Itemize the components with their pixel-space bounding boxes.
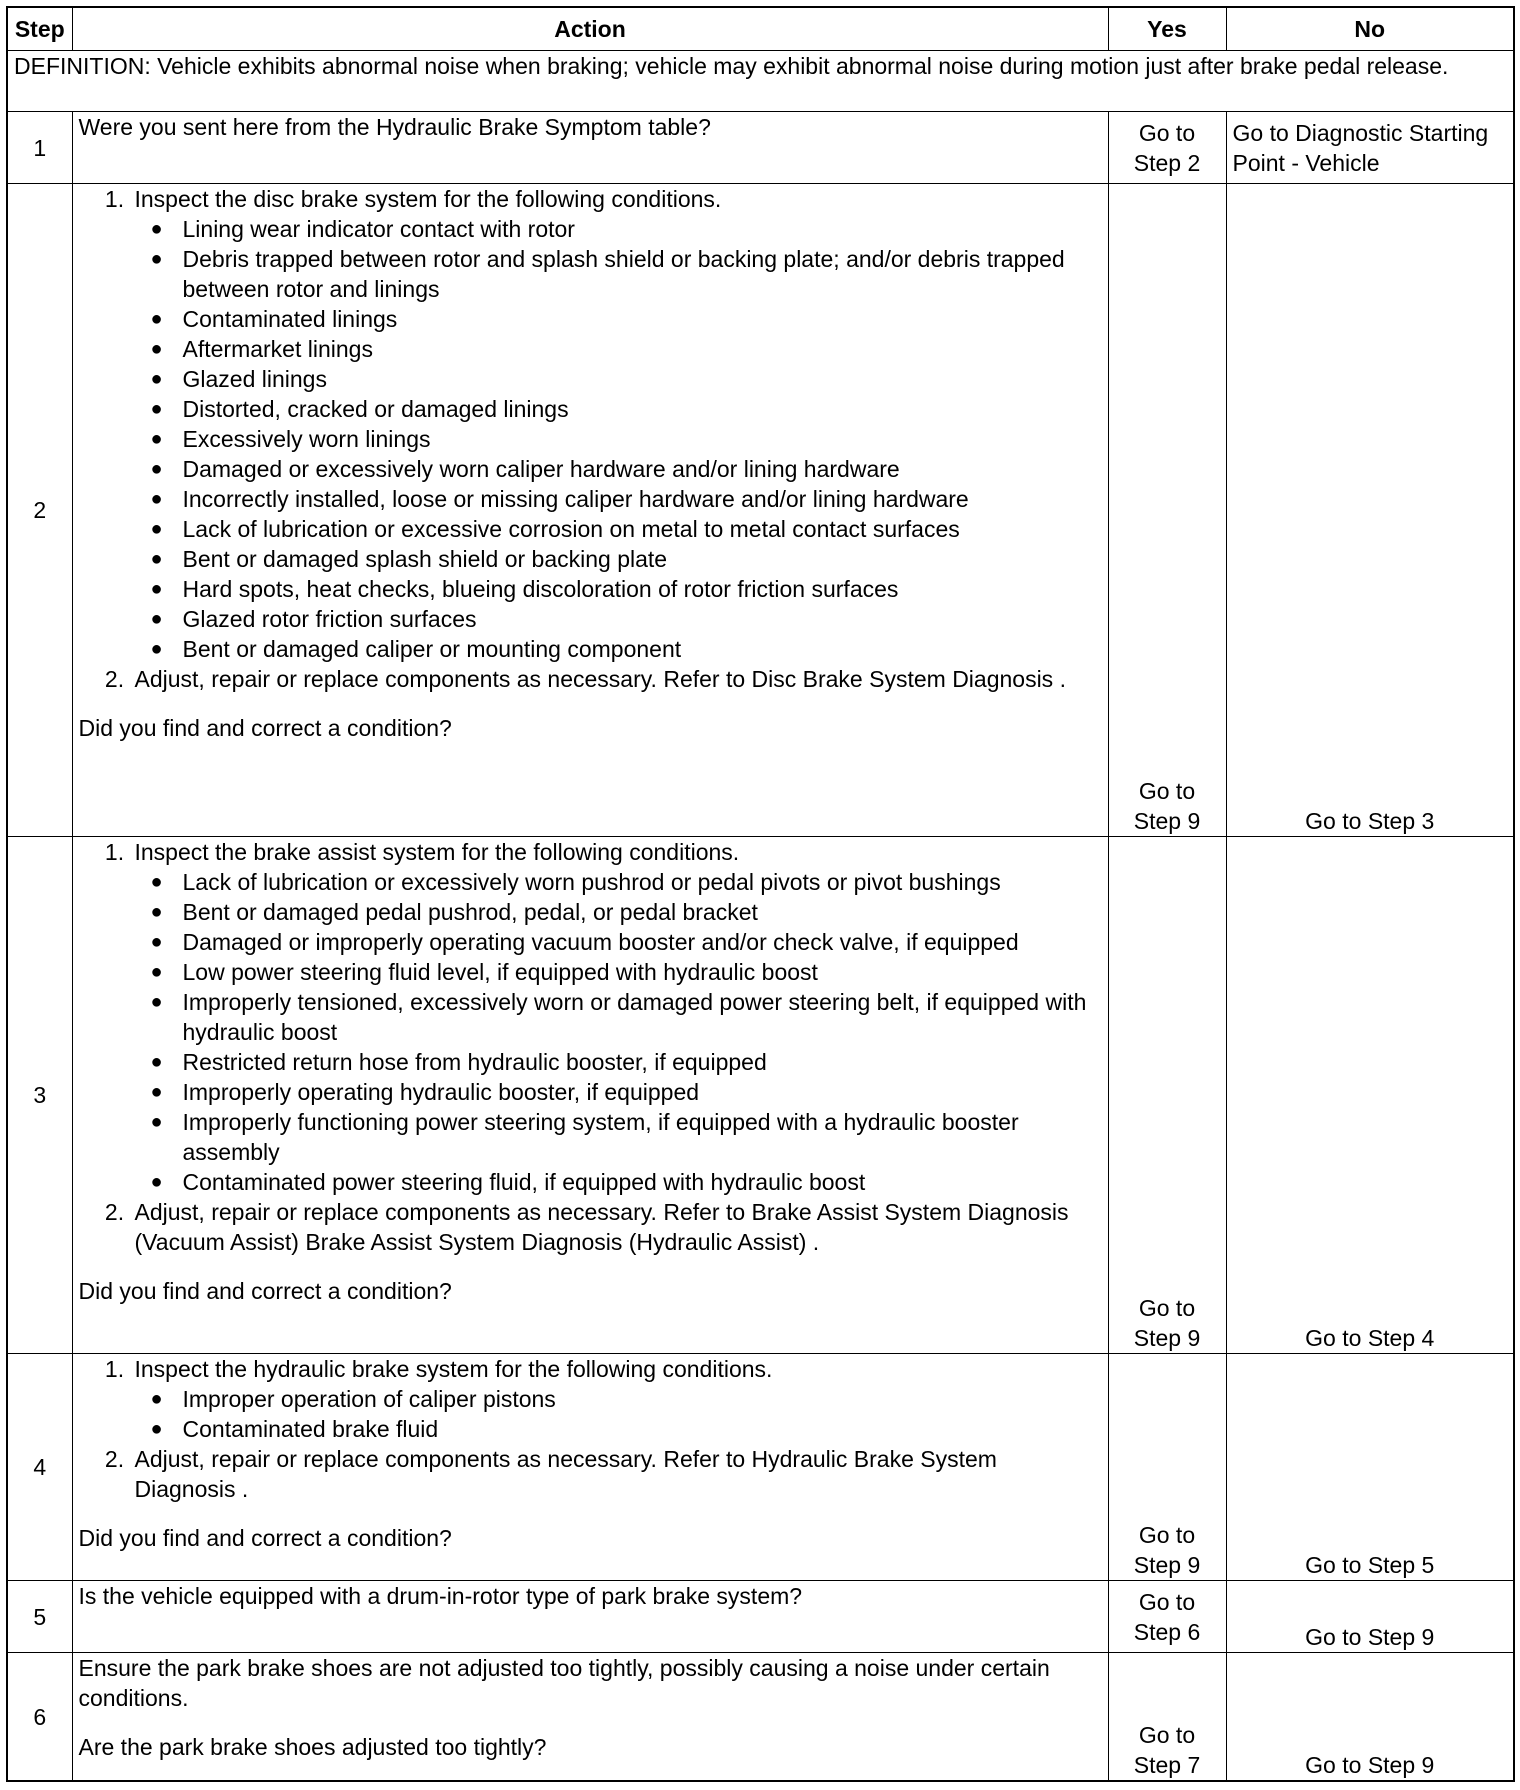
condition-list	[135, 867, 1102, 1197]
action-step: 2. Adjust, repair or replace components as necessary. Refer to Hydraulic Brake System Diagnosis .	[131, 1444, 1102, 1504]
condition-item: ● Aftermarket linings	[183, 334, 1102, 364]
action-cell	[72, 184, 1108, 837]
action-step-text: Inspect the brake assist system for the following conditions.	[134, 839, 740, 866]
action-question: Were you sent here from the Hydraulic Brake Symptom table?	[72, 112, 1108, 184]
diagnostic-table	[6, 6, 1515, 1782]
condition-item: ● Lack of lubrication or excessive corrosion on metal to metal contact surfaces	[183, 514, 1102, 544]
no-outcome: Go to Step 9	[1226, 1653, 1514, 1781]
action-step	[131, 184, 1102, 664]
condition-item: ● Lining wear indicator contact with rotor	[183, 214, 1102, 244]
action-step	[131, 1354, 1102, 1444]
action-cell	[72, 1653, 1108, 1781]
yes-outcome: Go to Step 7	[1108, 1653, 1226, 1781]
step-number: 3	[7, 837, 72, 1354]
action-question: Did you find and correct a condition?	[78, 1278, 452, 1305]
condition-item: ● Improper operation of caliper pistons	[183, 1384, 1102, 1414]
action-step: 2. Adjust, repair or replace components as necessary. Refer to Disc Brake System Diagnosis .	[131, 664, 1102, 694]
no-outcome: Go to Step 4	[1226, 837, 1514, 1354]
action-cell	[72, 1353, 1108, 1580]
action-cell	[72, 837, 1108, 1354]
action-question: Did you find and correct a condition?	[78, 715, 452, 742]
condition-item: ● Lack of lubrication or excessively worn pushrod or pedal pivots or pivot bushings	[183, 867, 1102, 897]
condition-item: ● Damaged or excessively worn caliper hardware and/or lining hardware	[183, 454, 1102, 484]
action-steps	[79, 1354, 1102, 1504]
action-steps	[79, 184, 1102, 694]
header-yes: Yes	[1108, 7, 1226, 51]
action-step	[131, 837, 1102, 1197]
header-step: Step	[7, 7, 72, 51]
table-row	[7, 184, 1514, 837]
condition-item: ● Improperly tensioned, excessively worn or damaged power steering belt, if equipped with hydraulic boost	[183, 987, 1102, 1047]
condition-item: ● Glazed linings	[183, 364, 1102, 394]
condition-item: ● Low power steering fluid level, if equipped with hydraulic boost	[183, 957, 1102, 987]
condition-item: ● Debris trapped between rotor and splash shield or backing plate; and/or debris trapped between rotor and linings	[183, 244, 1102, 304]
no-outcome: Go to Step 5	[1226, 1353, 1514, 1580]
no-outcome: Go to Step 3	[1226, 184, 1514, 837]
condition-item: ● Bent or damaged pedal pushrod, pedal, or pedal bracket	[183, 897, 1102, 927]
table-row	[7, 837, 1514, 1354]
condition-list	[135, 214, 1102, 664]
diagnostic-table-sheet	[6, 6, 1513, 1782]
action-statement: Ensure the park brake shoes are not adjusted too tightly, possibly causing a noise under certain conditions.	[78, 1655, 1050, 1712]
condition-item: ● Damaged or improperly operating vacuum booster and/or check valve, if equipped	[183, 927, 1102, 957]
condition-item: ● Excessively worn linings	[183, 424, 1102, 454]
step-number: 4	[7, 1353, 72, 1580]
action-step: 2. Adjust, repair or replace components as necessary. Refer to Brake Assist System Diagnosis (Vacuum Assist) Brake Assist System Diagnosis (Hydraulic Assist) .	[131, 1197, 1102, 1257]
definition-text: DEFINITION: Vehicle exhibits abnormal noise when braking; vehicle may exhibit abnormal noise during motion just after brake pedal release.	[7, 51, 1514, 112]
condition-item: ● Hard spots, heat checks, blueing discoloration of rotor friction surfaces	[183, 574, 1102, 604]
action-question: Are the park brake shoes adjusted too tightly?	[78, 1734, 547, 1761]
action-step-text: Inspect the disc brake system for the following conditions.	[134, 186, 722, 213]
header-action: Action	[72, 7, 1108, 51]
condition-list	[135, 1384, 1102, 1444]
action-question: Did you find and correct a condition?	[78, 1524, 452, 1551]
action-question: Is the vehicle equipped with a drum-in-rotor type of park brake system?	[72, 1581, 1108, 1653]
step-number: 5	[7, 1581, 72, 1653]
table-row	[7, 112, 1514, 184]
yes-outcome: Go to Step 9	[1108, 184, 1226, 837]
condition-item: ● Contaminated brake fluid	[183, 1414, 1102, 1444]
condition-item: ● Bent or damaged splash shield or backing plate	[183, 544, 1102, 574]
no-outcome: Go to Step 9	[1226, 1581, 1514, 1653]
condition-item: ● Distorted, cracked or damaged linings	[183, 394, 1102, 424]
condition-item: ● Glazed rotor friction surfaces	[183, 604, 1102, 634]
step-number: 6	[7, 1653, 72, 1781]
action-step-text: Inspect the hydraulic brake system for the following conditions.	[134, 1355, 773, 1382]
header-no: No	[1226, 7, 1514, 51]
definition-row	[7, 51, 1514, 112]
step-number: 2	[7, 184, 72, 837]
yes-outcome: Go to Step 2	[1108, 112, 1226, 184]
header-row	[7, 7, 1514, 51]
condition-item: ● Contaminated linings	[183, 304, 1102, 334]
step-number: 1	[7, 112, 72, 184]
table-row	[7, 1653, 1514, 1781]
action-steps	[79, 837, 1102, 1257]
condition-item: ● Improperly operating hydraulic booster, if equipped	[183, 1077, 1102, 1107]
condition-item: ● Improperly functioning power steering system, if equipped with a hydraulic booster assembly	[183, 1107, 1102, 1167]
no-outcome: Go to Diagnostic Starting Point - Vehicle	[1226, 112, 1514, 184]
yes-outcome: Go to Step 9	[1108, 1353, 1226, 1580]
condition-item: ● Restricted return hose from hydraulic booster, if equipped	[183, 1047, 1102, 1077]
condition-item: ● Bent or damaged caliper or mounting component	[183, 634, 1102, 664]
condition-item: ● Incorrectly installed, loose or missing caliper hardware and/or lining hardware	[183, 484, 1102, 514]
yes-outcome: Go to Step 9	[1108, 837, 1226, 1354]
table-row	[7, 1581, 1514, 1653]
table-row	[7, 1353, 1514, 1580]
yes-outcome: Go to Step 6	[1108, 1581, 1226, 1653]
condition-item: ● Contaminated power steering fluid, if equipped with hydraulic boost	[183, 1167, 1102, 1197]
